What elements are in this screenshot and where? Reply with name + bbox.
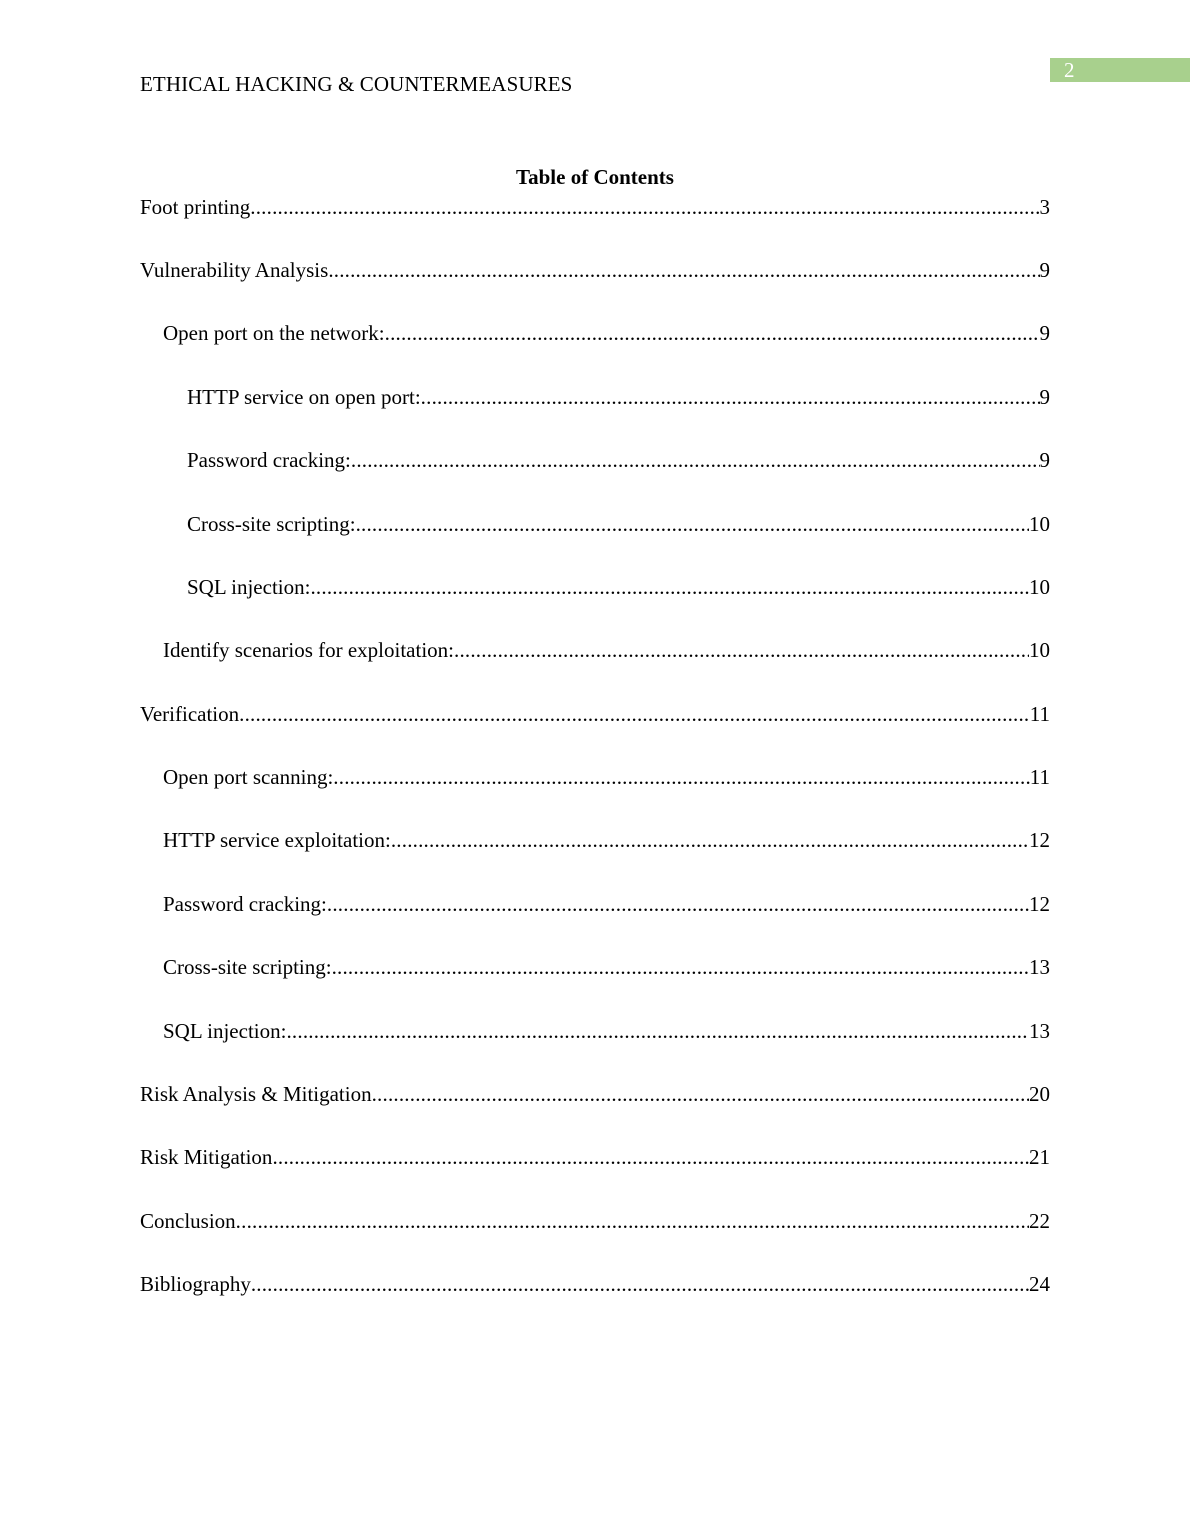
page-number-bar [1050, 58, 1190, 82]
toc-leader-dots [286, 1016, 1029, 1046]
toc-entry-page: 11 [1029, 702, 1050, 726]
toc-leader-dots [239, 699, 1030, 729]
toc-entry-identify-scenarios[interactable] [140, 635, 1050, 665]
toc-entry-page: 9 [1039, 385, 1050, 409]
toc-entry-label: Verification [140, 702, 240, 726]
toc-entry-page: 9 [1039, 321, 1050, 345]
toc-entry-label: Vulnerability Analysis [140, 258, 329, 282]
toc-entry-label: Conclusion [140, 1209, 236, 1233]
toc-entry-page: 3 [1039, 195, 1050, 219]
toc-leader-dots [421, 382, 1040, 412]
toc-entry-http-service-open-port[interactable] [140, 382, 1050, 412]
toc-leader-dots [250, 192, 1039, 222]
toc-entry-page: 24 [1029, 1272, 1050, 1296]
toc-entry-label: Risk Analysis & Mitigation [140, 1082, 372, 1106]
toc-entry-http-service-exploitation[interactable] [140, 825, 1050, 855]
toc-entry-label: SQL injection: [187, 575, 311, 599]
toc-entry-cross-site-scripting[interactable] [140, 952, 1050, 982]
toc-entry-page: 9 [1039, 448, 1050, 472]
toc-entry-label: Open port on the network: [163, 321, 385, 345]
toc-title: Table of Contents [516, 165, 674, 189]
toc-entry-page: 21 [1029, 1145, 1050, 1169]
toc-entry-open-port-network[interactable] [140, 318, 1050, 348]
toc-entry-page: 11 [1029, 765, 1050, 789]
toc-leader-dots [327, 889, 1029, 919]
toc-leader-dots [454, 635, 1029, 665]
toc-entry-bibliography[interactable] [140, 1269, 1050, 1299]
toc-leader-dots [351, 445, 1040, 475]
toc-entry-open-port-scanning[interactable] [140, 762, 1050, 792]
toc-entry-label: HTTP service exploitation: [163, 828, 391, 852]
toc-entry-label: Cross-site scripting: [163, 955, 332, 979]
toc-entry-vulnerability-analysis[interactable] [140, 255, 1050, 285]
toc-entry-cross-site-scripting-sub[interactable] [140, 509, 1050, 539]
toc-entry-page: 13 [1029, 955, 1050, 979]
toc-entry-page: 10 [1029, 638, 1050, 662]
toc-leader-dots [356, 509, 1029, 539]
running-head: ETHICAL HACKING & COUNTERMEASURES [140, 72, 573, 96]
toc-leader-dots [236, 1206, 1029, 1236]
toc-entry-page: 10 [1029, 512, 1050, 536]
toc-entry-page: 20 [1029, 1082, 1050, 1106]
page-number: 2 [1064, 58, 1075, 82]
toc-entry-page: 12 [1029, 828, 1050, 852]
toc-entry-label: Open port scanning: [163, 765, 334, 789]
toc-entry-label: HTTP service on open port: [187, 385, 421, 409]
toc-entry-verification[interactable] [140, 699, 1050, 729]
toc-entry-label: Identify scenarios for exploitation: [163, 638, 454, 662]
toc-entry-label: Cross-site scripting: [187, 512, 356, 536]
toc-entry-risk-analysis[interactable] [140, 1079, 1050, 1109]
toc-leader-dots [332, 952, 1029, 982]
toc-leader-dots [310, 572, 1029, 602]
toc-entry-label: Risk Mitigation [140, 1145, 273, 1169]
toc-leader-dots [272, 1142, 1029, 1172]
toc-entry-label: SQL injection: [163, 1019, 287, 1043]
toc-entry-password-cracking[interactable] [140, 889, 1050, 919]
toc-entry-risk-mitigation[interactable] [140, 1142, 1050, 1172]
toc-entry-page: 9 [1039, 258, 1050, 282]
toc-leader-dots [372, 1079, 1029, 1109]
toc-entry-page: 13 [1029, 1019, 1050, 1043]
toc-leader-dots [333, 762, 1029, 792]
toc-entry-page: 22 [1029, 1209, 1050, 1233]
toc-entry-password-cracking-sub[interactable] [140, 445, 1050, 475]
toc-leader-dots [385, 318, 1040, 348]
toc-entry-foot-printing[interactable] [140, 192, 1050, 222]
toc-leader-dots [391, 825, 1029, 855]
toc-entry-label: Foot printing [140, 195, 251, 219]
toc-entry-page: 10 [1029, 575, 1050, 599]
toc-entry-label: Password cracking: [163, 892, 327, 916]
toc-leader-dots [251, 1269, 1029, 1299]
toc-leader-dots [328, 255, 1039, 285]
toc-entry-sql-injection[interactable] [140, 1016, 1050, 1046]
toc-entry-conclusion[interactable] [140, 1206, 1050, 1236]
toc-entry-label: Password cracking: [187, 448, 351, 472]
toc-entry-label: Bibliography [140, 1272, 251, 1296]
toc-entry-page: 12 [1029, 892, 1050, 916]
toc-entry-sql-injection-sub[interactable] [140, 572, 1050, 602]
